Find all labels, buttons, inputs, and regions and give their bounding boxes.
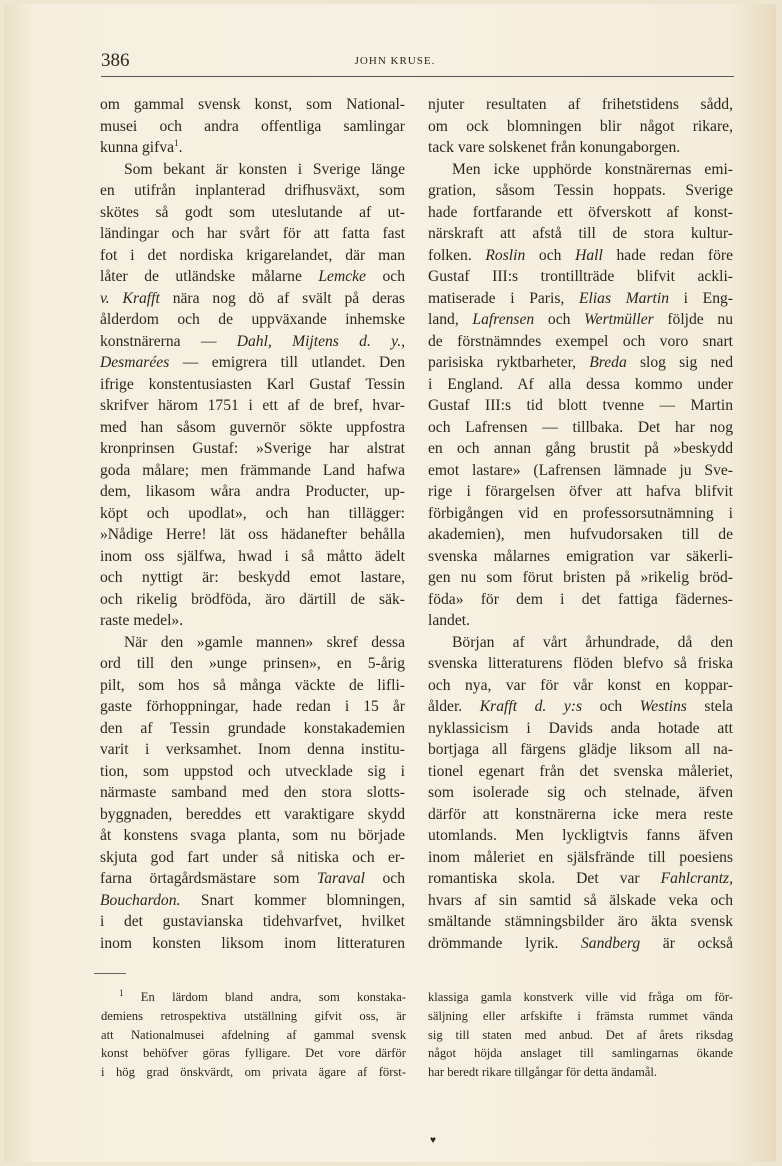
text-run: den af Tessin grundade konstakademien bbox=[100, 719, 405, 737]
text-line bbox=[428, 653, 733, 675]
italic-name: Hall bbox=[575, 246, 603, 264]
text-line bbox=[100, 825, 405, 847]
text-line bbox=[428, 890, 733, 912]
italic-name: Sandberg bbox=[581, 934, 641, 952]
running-head: JOHN KRUSE. bbox=[354, 55, 436, 67]
text-run: ålder. bbox=[428, 698, 480, 715]
text-run: inom konsten liksom inom litteraturen bbox=[100, 934, 405, 952]
italic-name: Taraval bbox=[317, 870, 365, 887]
text-run: landet. bbox=[428, 612, 470, 629]
left-column bbox=[100, 94, 405, 954]
text-run: matiserade i Paris, bbox=[428, 289, 579, 307]
text-line bbox=[100, 804, 405, 826]
text-line bbox=[100, 374, 405, 396]
text-line bbox=[100, 632, 405, 654]
header-rule bbox=[101, 76, 734, 77]
italic-name: v. Krafft bbox=[100, 289, 160, 307]
footnote-left-column bbox=[101, 988, 406, 1082]
text-line bbox=[100, 653, 405, 675]
text-run: skrifver härom 1751 i ett af de bref, hvar- bbox=[100, 397, 405, 414]
text-line bbox=[100, 890, 405, 912]
text-run: hade fortfarande ett öfverskott af konst- bbox=[428, 203, 733, 221]
text-run: smältande stämningsbilder äro äkta svensk bbox=[428, 913, 733, 930]
text-line bbox=[428, 159, 733, 181]
text-line bbox=[100, 438, 405, 460]
ornament-icon: ♥ bbox=[430, 1135, 436, 1146]
text-run: och bbox=[534, 311, 585, 328]
italic-name: Wertmüller bbox=[584, 311, 654, 328]
text-run: åt konstens svaga planta, som nu började bbox=[100, 827, 405, 844]
text-run: hade redan före bbox=[602, 246, 733, 264]
text-run: stela bbox=[686, 698, 733, 715]
text-line bbox=[428, 245, 733, 267]
text-line bbox=[428, 374, 733, 396]
text-line bbox=[100, 159, 405, 181]
text-run: inom oss själfwa, hwad i så måtto ädelt bbox=[100, 547, 405, 565]
italic-name: Roslin bbox=[485, 246, 526, 264]
text-line bbox=[428, 1026, 733, 1045]
text-run: skötes så godt som uteslutande af ut- bbox=[100, 203, 405, 221]
text-line bbox=[428, 438, 733, 460]
text-run: raste medel». bbox=[100, 612, 184, 629]
text-run: parisiska ryktbarheter, bbox=[428, 354, 590, 371]
text-run: nyklassicism i Davids anda hotade att bbox=[428, 719, 733, 737]
text-line bbox=[100, 933, 405, 955]
text-line bbox=[428, 761, 733, 783]
text-run: i England. Af alla dessa kommo under bbox=[428, 375, 733, 393]
text-line bbox=[100, 223, 405, 245]
text-line bbox=[100, 180, 405, 202]
text-run: förbigången vid en professorsutnämning i bbox=[428, 504, 733, 522]
text-line bbox=[100, 782, 405, 804]
text-line bbox=[101, 1007, 406, 1026]
text-run: närmaste samband med den stora slotts- bbox=[100, 784, 405, 801]
text-run: folken. bbox=[428, 246, 486, 264]
text-line bbox=[428, 94, 733, 116]
text-run: i det gustavianska tidehvarfvet, hvilket bbox=[100, 913, 405, 930]
italic-name: Fahlcrantz, bbox=[660, 870, 733, 887]
text-run: köpt och upodlat», och han tillägger: bbox=[100, 504, 405, 522]
italic-name: Westins bbox=[639, 698, 687, 715]
text-run: tionel egenart från det svenska måleriet, bbox=[428, 762, 733, 780]
text-run: Som bekant är konsten i Sverige länge bbox=[124, 160, 405, 178]
text-run: utomlands. Men lyckligtvis fanns äfven bbox=[428, 827, 733, 844]
text-line bbox=[428, 782, 733, 804]
text-run: och rikelig brödföda, äro därtill de säk- bbox=[100, 590, 405, 608]
text-line bbox=[100, 868, 405, 890]
text-run: och bbox=[364, 870, 405, 887]
text-run: nära nog dö af svält på deras bbox=[159, 289, 405, 307]
text-run: Snart kommer blomningen, bbox=[180, 891, 405, 909]
text-run: svenska litteraturens flöden blefvo så friska bbox=[428, 655, 733, 672]
text-run: närskraft att afstå till de stora kultur- bbox=[428, 225, 733, 242]
text-line bbox=[428, 610, 733, 632]
text-line bbox=[100, 503, 405, 525]
text-run: skjuta god fart under så nitiska och er- bbox=[100, 848, 405, 866]
text-run: konstnärerna — bbox=[100, 332, 237, 350]
text-run: gen nu som förut bristen på »rikelig bröd- bbox=[428, 569, 733, 586]
text-run: inom måleriet en själsfrände till poesiens bbox=[428, 848, 733, 866]
text-run: — emigrera till utlandet. Den bbox=[169, 354, 405, 371]
text-run: med han såsom guvernör sökte uppfostra bbox=[100, 418, 405, 436]
text-line bbox=[428, 718, 733, 740]
text-run: är också bbox=[640, 934, 733, 952]
text-line bbox=[101, 988, 406, 1007]
text-run: och nyttigt är: beskydd emot lastare, bbox=[100, 569, 405, 586]
text-run: föda» för dem i det fattiga fädernes- bbox=[428, 590, 733, 608]
text-line bbox=[428, 589, 733, 611]
text-run: kronprinsen Gustaf: »Sverige har alstrat bbox=[100, 440, 405, 457]
text-run: kunna gifva bbox=[100, 139, 175, 156]
text-run: och bbox=[365, 268, 405, 285]
page-number: 386 bbox=[101, 50, 130, 71]
text-run: en och annan gång brustit på »beskydd bbox=[428, 440, 733, 457]
italic-name: Lemcke bbox=[318, 268, 366, 285]
text-run: om ock blomningen blir något rikare, bbox=[428, 117, 733, 135]
italic-name: Bouchardon. bbox=[100, 891, 181, 909]
text-line bbox=[428, 933, 733, 955]
text-line bbox=[428, 567, 733, 589]
italic-name: Lafrensen bbox=[472, 311, 535, 328]
text-line bbox=[100, 761, 405, 783]
text-run: drömmande lyrik. bbox=[428, 934, 581, 952]
book-page bbox=[4, 4, 776, 1162]
text-line bbox=[100, 395, 405, 417]
text-line bbox=[428, 868, 733, 890]
text-line bbox=[100, 481, 405, 503]
text-line bbox=[428, 632, 733, 654]
text-line bbox=[428, 309, 733, 331]
text-run: rige i förargelsen öfver att hafva blifvit bbox=[428, 483, 733, 500]
text-run: och Lafrensen — tillbaka. Det har nog bbox=[428, 418, 733, 436]
footnote-right-column bbox=[428, 988, 733, 1082]
text-run: sig till staten med anbud. Det af årets riksdag bbox=[428, 1027, 733, 1042]
text-line bbox=[100, 675, 405, 697]
text-line bbox=[428, 481, 733, 503]
text-run: demiens retrospektiva utställning gifvit oss, är bbox=[101, 1008, 406, 1023]
text-run: goda målare; men främmande Land hafwa bbox=[100, 461, 405, 479]
text-line bbox=[428, 988, 733, 1007]
footnote-marker: 1 bbox=[119, 987, 124, 998]
text-line bbox=[100, 696, 405, 718]
text-line bbox=[428, 137, 733, 159]
text-run: Början af vårt århundrade, då den bbox=[452, 633, 733, 651]
text-run: gaste förhoppningar, hade redan i 15 år bbox=[100, 698, 405, 715]
italic-name: Krafft d. y:s bbox=[479, 698, 583, 715]
text-run: romantiska skola. Det var bbox=[428, 870, 661, 887]
text-line bbox=[428, 460, 733, 482]
text-line bbox=[100, 718, 405, 740]
text-line bbox=[100, 589, 405, 611]
text-line bbox=[100, 137, 405, 159]
text-line bbox=[428, 202, 733, 224]
text-line bbox=[428, 180, 733, 202]
text-line bbox=[428, 696, 733, 718]
text-run: pilt, som hos så många väckte de lifli- bbox=[100, 676, 405, 694]
text-line bbox=[428, 825, 733, 847]
text-line bbox=[428, 1044, 733, 1063]
text-line bbox=[100, 546, 405, 568]
text-run: i hög grad önskvärdt, om privata ägare af först- bbox=[101, 1065, 406, 1080]
text-line bbox=[428, 675, 733, 697]
text-run: slog sig ned bbox=[626, 354, 733, 371]
text-run: låter de utländske målarne bbox=[100, 268, 319, 285]
text-run: därför att konstnärerna icke mera reste bbox=[428, 805, 733, 823]
footnote-marker: 1 bbox=[174, 137, 179, 148]
text-line bbox=[428, 847, 733, 869]
text-line bbox=[428, 911, 733, 933]
text-run: »Nådige Herre! lät oss hädanefter behålla bbox=[100, 526, 405, 543]
text-run: en utifrån inplanterad drifhusväxt, som bbox=[100, 182, 405, 199]
text-line bbox=[100, 911, 405, 933]
text-run: bortjaga all färgens glädje liksom all na- bbox=[428, 741, 733, 758]
text-line bbox=[101, 1044, 406, 1063]
text-run: och nya, var för vår konst en koppar- bbox=[428, 676, 733, 694]
italic-name: Breda bbox=[589, 354, 627, 371]
italic-name: Elias Martin bbox=[578, 289, 670, 307]
text-line bbox=[100, 331, 405, 353]
text-run: . bbox=[178, 139, 183, 156]
text-line bbox=[428, 1063, 733, 1082]
text-run: ord till den »unge prinsen», en 5-årig bbox=[100, 655, 405, 672]
text-run: En lärdom bland andra, som konstaka- bbox=[123, 990, 406, 1004]
text-line bbox=[100, 116, 405, 138]
text-line bbox=[428, 266, 733, 288]
text-line bbox=[428, 223, 733, 245]
text-line bbox=[100, 245, 405, 267]
text-run: i Eng- bbox=[669, 289, 733, 307]
text-line bbox=[100, 266, 405, 288]
text-line bbox=[101, 1063, 406, 1082]
text-line bbox=[100, 94, 405, 116]
text-line bbox=[100, 309, 405, 331]
text-run: som isolerade sig och stelnade, äfven bbox=[428, 784, 733, 801]
text-run: ifrige konstentusiasten Karl Gustaf Tessin bbox=[100, 375, 405, 393]
text-line bbox=[100, 202, 405, 224]
text-run: land, bbox=[428, 311, 473, 328]
text-run: har beredt rikare tillgångar för detta ändamål. bbox=[428, 1065, 658, 1080]
text-run: något höjda anslaget till samlingarnas ökande bbox=[428, 1046, 733, 1061]
text-run: Gustaf III:s tid blott tvenne — Martin bbox=[428, 397, 733, 414]
text-run: tack vare solskenet från konungaborgen. bbox=[428, 139, 681, 156]
text-run: de förstnämndes exempel och voro snart bbox=[428, 332, 733, 350]
text-run: tion, som uppstod och utvecklade sig i bbox=[100, 762, 405, 780]
text-run: farna örtagårdsmästare som bbox=[100, 870, 318, 887]
text-line bbox=[428, 1007, 733, 1026]
text-run: Men icke upphörde konstnärernas emi- bbox=[452, 160, 733, 178]
text-run: fot i det nordiska krigarelandet, där man bbox=[100, 246, 405, 264]
text-run: hvars af sin samtid så älskade veka och bbox=[428, 891, 733, 909]
text-line bbox=[428, 524, 733, 546]
text-line bbox=[100, 847, 405, 869]
text-line bbox=[100, 567, 405, 589]
italic-name: Dahl, Mijtens d. y., bbox=[236, 332, 405, 350]
text-line bbox=[428, 804, 733, 826]
text-run: akademien), men hufvudorsaken till de bbox=[428, 526, 733, 543]
text-line bbox=[100, 288, 405, 310]
text-line bbox=[428, 395, 733, 417]
text-line bbox=[428, 352, 733, 374]
footnote-rule bbox=[94, 973, 126, 974]
text-run: njuter resultaten af frihetstidens sådd, bbox=[428, 96, 733, 113]
text-run: ländingar och har svårt för att fatta fast bbox=[100, 225, 405, 242]
text-line bbox=[100, 739, 405, 761]
text-line bbox=[428, 739, 733, 761]
text-run: och bbox=[525, 246, 576, 264]
text-run: byggnaden, bereddes ett varaktigare skydd bbox=[100, 805, 405, 823]
text-run: emot lastare» (Lafrensen lämnade ju Sve- bbox=[428, 461, 733, 479]
text-line bbox=[100, 417, 405, 439]
text-run: klassiga gamla konstverk ville vid fråga om för- bbox=[428, 990, 733, 1004]
italic-name: Desmarées bbox=[100, 354, 170, 371]
text-line bbox=[101, 1026, 406, 1045]
text-run: varit i verksamhet. Inom denna institu- bbox=[100, 741, 405, 758]
text-line bbox=[100, 610, 405, 632]
text-line bbox=[428, 116, 733, 138]
text-line bbox=[428, 503, 733, 525]
text-run: följde nu bbox=[653, 311, 734, 328]
text-run: gration, såsom Tessin hoppats. Sverige bbox=[428, 182, 733, 199]
text-run: När den »gamle mannen» skref dessa bbox=[124, 633, 405, 651]
text-run: konst behöfver göras fylligare. Det vore därför bbox=[101, 1046, 406, 1061]
text-run: dem, likasom wåra andra Producter, up- bbox=[100, 483, 405, 500]
text-run: musei och andra offentliga samlingar bbox=[100, 117, 405, 135]
text-run: säljning eller arfskifte i främsta rummet vända bbox=[428, 1008, 733, 1023]
text-run: om gammal svensk konst, som National- bbox=[100, 96, 405, 113]
text-line bbox=[100, 352, 405, 374]
text-run: att Nationalmusei afdelning af gammal svensk bbox=[101, 1027, 406, 1042]
text-run: Gustaf III:s trontillträde blifvit ackli- bbox=[428, 268, 733, 285]
text-run: och bbox=[582, 698, 640, 715]
text-line bbox=[428, 417, 733, 439]
text-run: svenska målarnes emigration var säkerli- bbox=[428, 547, 733, 565]
right-column bbox=[428, 94, 733, 954]
text-line bbox=[100, 460, 405, 482]
text-line bbox=[428, 546, 733, 568]
text-line bbox=[100, 524, 405, 546]
text-line bbox=[428, 288, 733, 310]
text-line bbox=[428, 331, 733, 353]
text-run: ålderdom och de uppväxande inhemske bbox=[100, 311, 405, 328]
